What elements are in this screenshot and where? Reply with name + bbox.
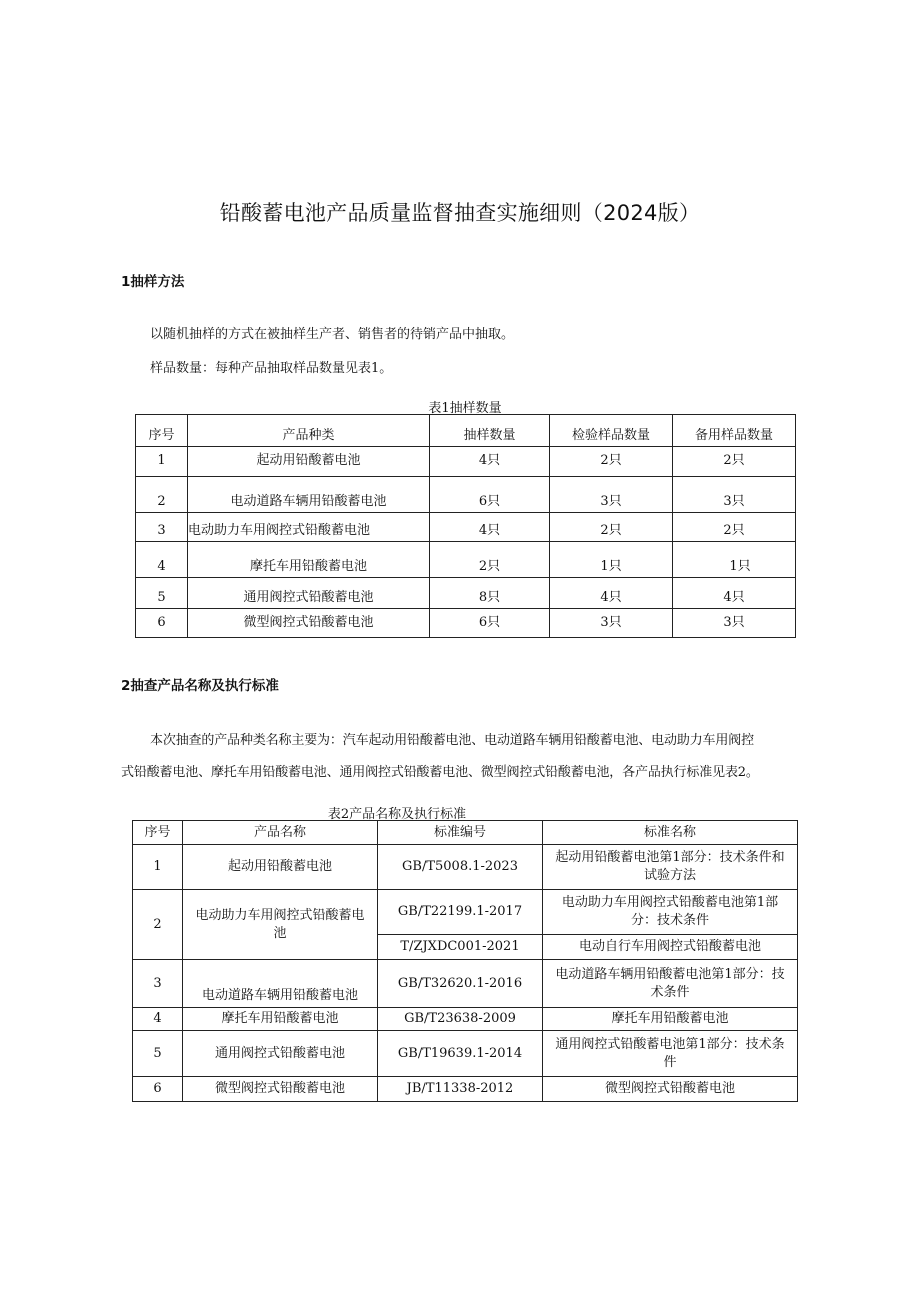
table2-header: 产品名称 xyxy=(183,821,378,845)
table1 xyxy=(135,414,796,638)
section1-para2: 样品数量：每种产品抽取样品数量见表1。 xyxy=(150,361,393,376)
table2-cell: 微型阀控式铅酸蓄电池 xyxy=(543,1077,798,1102)
table1-header: 检验样品数量 xyxy=(550,415,673,447)
table2-cell: 电动助力车用阀控式铅酸蓄电池 xyxy=(183,890,378,960)
table2-cell: 电动道路车辆用铅酸蓄电池 xyxy=(183,960,378,1008)
table1-cell: 4 xyxy=(136,542,188,578)
table1-cell: 2只 xyxy=(673,513,796,542)
section2-para-line2: 式铅酸蓄电池、摩托车用铅酸蓄电池、通用阀控式铅酸蓄电池、微型阀控式铅酸蓄电池，各产品执行标准见表2。 xyxy=(121,765,759,780)
table-row xyxy=(136,513,796,542)
table2-cell: 电动道路车辆用铅酸蓄电池第1部分：技术条件 xyxy=(543,960,798,1008)
table1-cell: 4只 xyxy=(550,578,673,609)
table1-cell: 4只 xyxy=(430,513,550,542)
table1-cell: 2只 xyxy=(673,447,796,477)
table1-cell: 3 xyxy=(136,513,188,542)
table1-cell: 通用阀控式铅酸蓄电池 xyxy=(188,578,430,609)
table1-cell: 3只 xyxy=(550,477,673,513)
table2-cell: 通用阀控式铅酸蓄电池第1部分：技术条件 xyxy=(543,1031,798,1077)
section2-heading: 2抽查产品名称及执行标准 xyxy=(121,678,279,694)
table-row xyxy=(133,1008,798,1031)
table1-cell: 1只 xyxy=(550,542,673,578)
table-row xyxy=(133,1031,798,1077)
table2-cell: 5 xyxy=(133,1031,183,1077)
table1-header-row xyxy=(136,415,796,447)
table2-cell: 电动助力车用阀控式铅酸蓄电池第1部分：技术条件 xyxy=(543,890,798,935)
table2-cell: GB/T32620.1-2016 xyxy=(378,960,543,1008)
table2-cell: GB/T19639.1-2014 xyxy=(378,1031,543,1077)
table2-header: 标准名称 xyxy=(543,821,798,845)
table1-caption: 表1抽样数量 xyxy=(428,401,502,416)
table1-cell: 4只 xyxy=(430,447,550,477)
table2-cell: GB/T23638-2009 xyxy=(378,1008,543,1031)
table2-cell: 摩托车用铅酸蓄电池 xyxy=(183,1008,378,1031)
table1-cell: 2只 xyxy=(550,447,673,477)
table2-cell: GB/T22199.1-2017 xyxy=(378,890,543,935)
table2-cell: 微型阀控式铅酸蓄电池 xyxy=(183,1077,378,1102)
table1-cell: 1只 xyxy=(673,542,796,578)
table1-cell: 8只 xyxy=(430,578,550,609)
table1-header: 抽样数量 xyxy=(430,415,550,447)
table-row xyxy=(136,609,796,638)
table1-cell: 3只 xyxy=(673,477,796,513)
table2-cell: 电动自行车用阀控式铅酸蓄电池 xyxy=(543,935,798,960)
table1-cell: 6只 xyxy=(430,609,550,638)
section2-para-line1: 本次抽查的产品种类名称主要为：汽车起动用铅酸蓄电池、电动道路车辆用铅酸蓄电池、电动助力车用阀控 xyxy=(150,733,754,748)
table1-cell: 2只 xyxy=(430,542,550,578)
section1-heading: 1抽样方法 xyxy=(121,274,185,290)
table1-cell: 6只 xyxy=(430,477,550,513)
table1-cell: 电动道路车辆用铅酸蓄电池 xyxy=(188,477,430,513)
table2-cell: GB/T5008.1-2023 xyxy=(378,845,543,890)
table-row xyxy=(133,1077,798,1102)
table-row xyxy=(136,542,796,578)
table1-header: 备用样品数量 xyxy=(673,415,796,447)
table1-header: 产品种类 xyxy=(188,415,430,447)
table2-cell: JB/T11338-2012 xyxy=(378,1077,543,1102)
table1-cell: 5 xyxy=(136,578,188,609)
table2-cell: 摩托车用铅酸蓄电池 xyxy=(543,1008,798,1031)
table2-cell: 起动用铅酸蓄电池 xyxy=(183,845,378,890)
table2-cell: 1 xyxy=(133,845,183,890)
table-row xyxy=(136,447,796,477)
table2-cell: 6 xyxy=(133,1077,183,1102)
table1-cell: 3只 xyxy=(673,609,796,638)
table1-cell: 微型阀控式铅酸蓄电池 xyxy=(188,609,430,638)
table1-cell: 电动助力车用阀控式铅酸蓄电池 xyxy=(188,513,430,542)
table2-cell: 2 xyxy=(133,890,183,960)
table1-cell: 1 xyxy=(136,447,188,477)
table2-cell: T/ZJXDC001-2021 xyxy=(378,935,543,960)
table1-cell: 3只 xyxy=(550,609,673,638)
table1-cell: 6 xyxy=(136,609,188,638)
table2-caption: 表2产品名称及执行标准 xyxy=(327,807,467,822)
table2-cell: 通用阀控式铅酸蓄电池 xyxy=(183,1031,378,1077)
page-title: 铅酸蓄电池产品质量监督抽查实施细则（2024版） xyxy=(219,201,701,225)
table1-cell: 起动用铅酸蓄电池 xyxy=(188,447,430,477)
table2-header: 标准编号 xyxy=(378,821,543,845)
table1-cell: 2只 xyxy=(550,513,673,542)
table-row xyxy=(136,477,796,513)
table-row xyxy=(136,578,796,609)
table2-cell: 起动用铅酸蓄电池第1部分：技术条件和试验方法 xyxy=(543,845,798,890)
table1-cell: 摩托车用铅酸蓄电池 xyxy=(188,542,430,578)
table-row xyxy=(133,890,798,935)
table2-cell: 3 xyxy=(133,960,183,1008)
table2-header: 序号 xyxy=(133,821,183,845)
table2-header-row xyxy=(133,821,798,845)
table1-cell: 2 xyxy=(136,477,188,513)
table2-cell: 4 xyxy=(133,1008,183,1031)
table1-cell: 4只 xyxy=(673,578,796,609)
table1-header: 序号 xyxy=(136,415,188,447)
section1-para1: 以随机抽样的方式在被抽样生产者、销售者的待销产品中抽取。 xyxy=(150,327,515,342)
table2 xyxy=(132,820,798,1102)
table-row xyxy=(133,960,798,1008)
table-row xyxy=(133,845,798,890)
